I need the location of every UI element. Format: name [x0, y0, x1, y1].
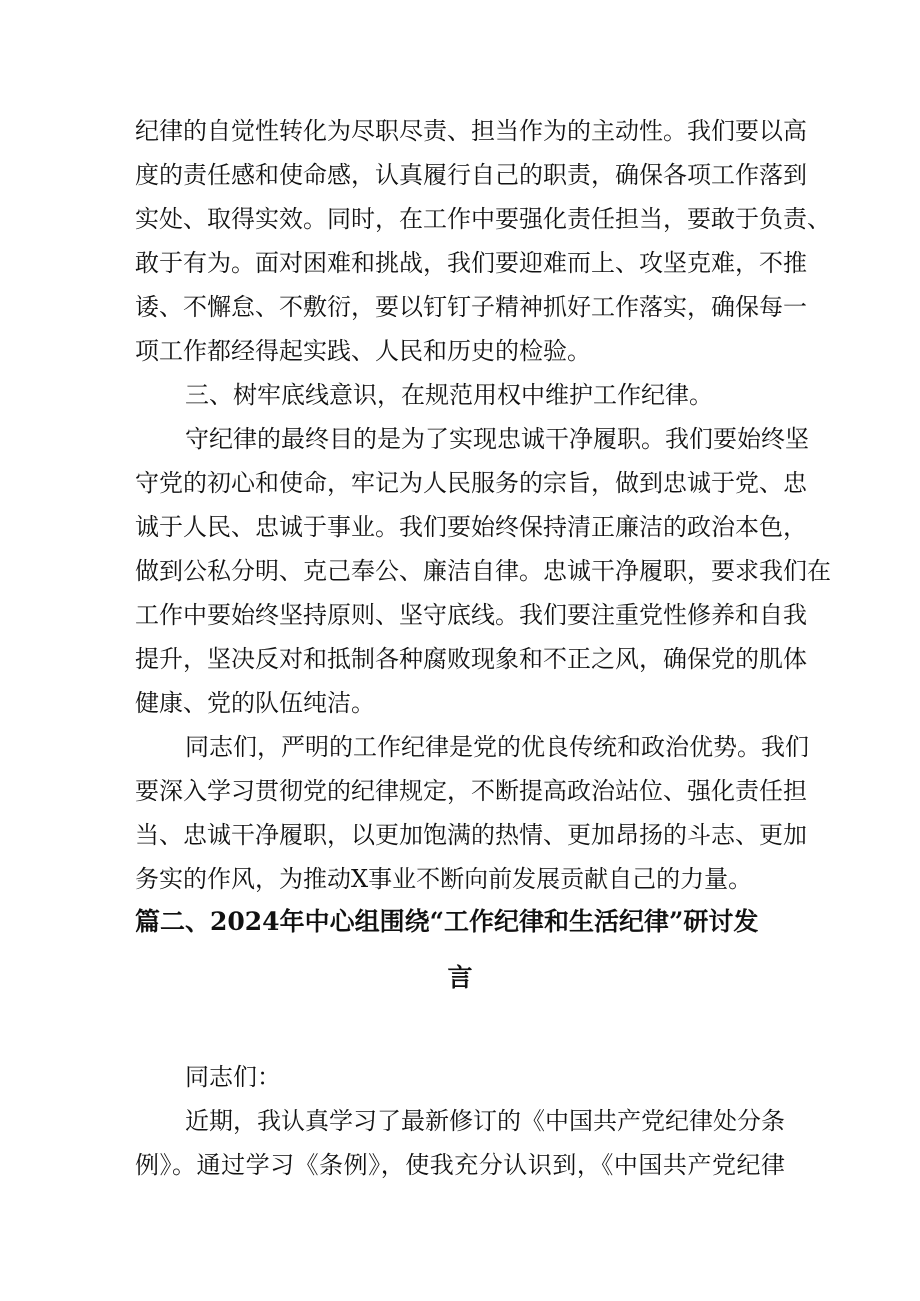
paragraph-line: 诚于人民、忠诚于事业。我们要始终保持清正廉洁的政治本色，	[135, 513, 807, 541]
paragraph-line: 守纪律的最终目的是为了实现忠诚干净履职。我们要始终坚	[185, 425, 809, 453]
paragraph-line: 健康、党的队伍纯洁。	[135, 689, 375, 717]
paragraph-line: 务实的作风，为推动X事业不断向前发展贡献自己的力量。	[135, 865, 753, 893]
paragraph-line: 当、忠诚干净履职，以更加饱满的热情、更加昂扬的斗志、更加	[135, 821, 807, 849]
paragraph-line: 纪律的自觉性转化为尽职尽责、担当作为的主动性。我们要以高	[135, 117, 807, 145]
paragraph-line: 实处、取得实效。同时，在工作中要强化责任担当，要敢于负责、	[135, 205, 831, 233]
paragraph-line: 度的责任感和使命感，认真履行自己的职责，确保各项工作落到	[135, 161, 807, 189]
greeting: 同志们：	[185, 1063, 281, 1091]
article-title-line: 言	[447, 963, 473, 992]
paragraph-line: 近期，我认真学习了最新修订的《中国共产党纪律处分条	[185, 1107, 785, 1135]
paragraph-line: 例》。通过学习《条例》，使我充分认识到，《中国共产党纪律	[135, 1151, 785, 1179]
paragraph-line: 诿、不懈怠、不敷衍，要以钉钉子精神抓好工作落实，确保每一	[135, 293, 807, 321]
paragraph-line: 守党的初心和使命，牢记为人民服务的宗旨，做到忠诚于党、忠	[135, 469, 807, 497]
paragraph-line: 做到公私分明、克己奉公、廉洁自律。忠诚干净履职，要求我们在	[135, 557, 831, 585]
section-title: 三、树牢底线意识，在规范用权中维护工作纪律。	[185, 381, 713, 409]
paragraph-line: 项工作都经得起实践、人民和历史的检验。	[135, 337, 591, 365]
paragraph-line: 同志们，严明的工作纪律是党的优良传统和政治优势。我们	[185, 733, 809, 761]
paragraph-line: 工作中要始终坚持原则、坚守底线。我们要注重党性修养和自我	[135, 601, 807, 629]
paragraph-line: 提升，坚决反对和抵制各种腐败现象和不正之风，确保党的肌体	[135, 645, 807, 673]
paragraph-line: 敢于有为。面对困难和挑战，我们要迎难而上、攻坚克难，不推	[135, 249, 807, 277]
article-title-line: 篇二、2024年中心组围绕“工作纪律和生活纪律”研讨发	[135, 907, 759, 936]
paragraph-line: 要深入学习贯彻党的纪律规定，不断提高政治站位、强化责任担	[135, 777, 807, 805]
